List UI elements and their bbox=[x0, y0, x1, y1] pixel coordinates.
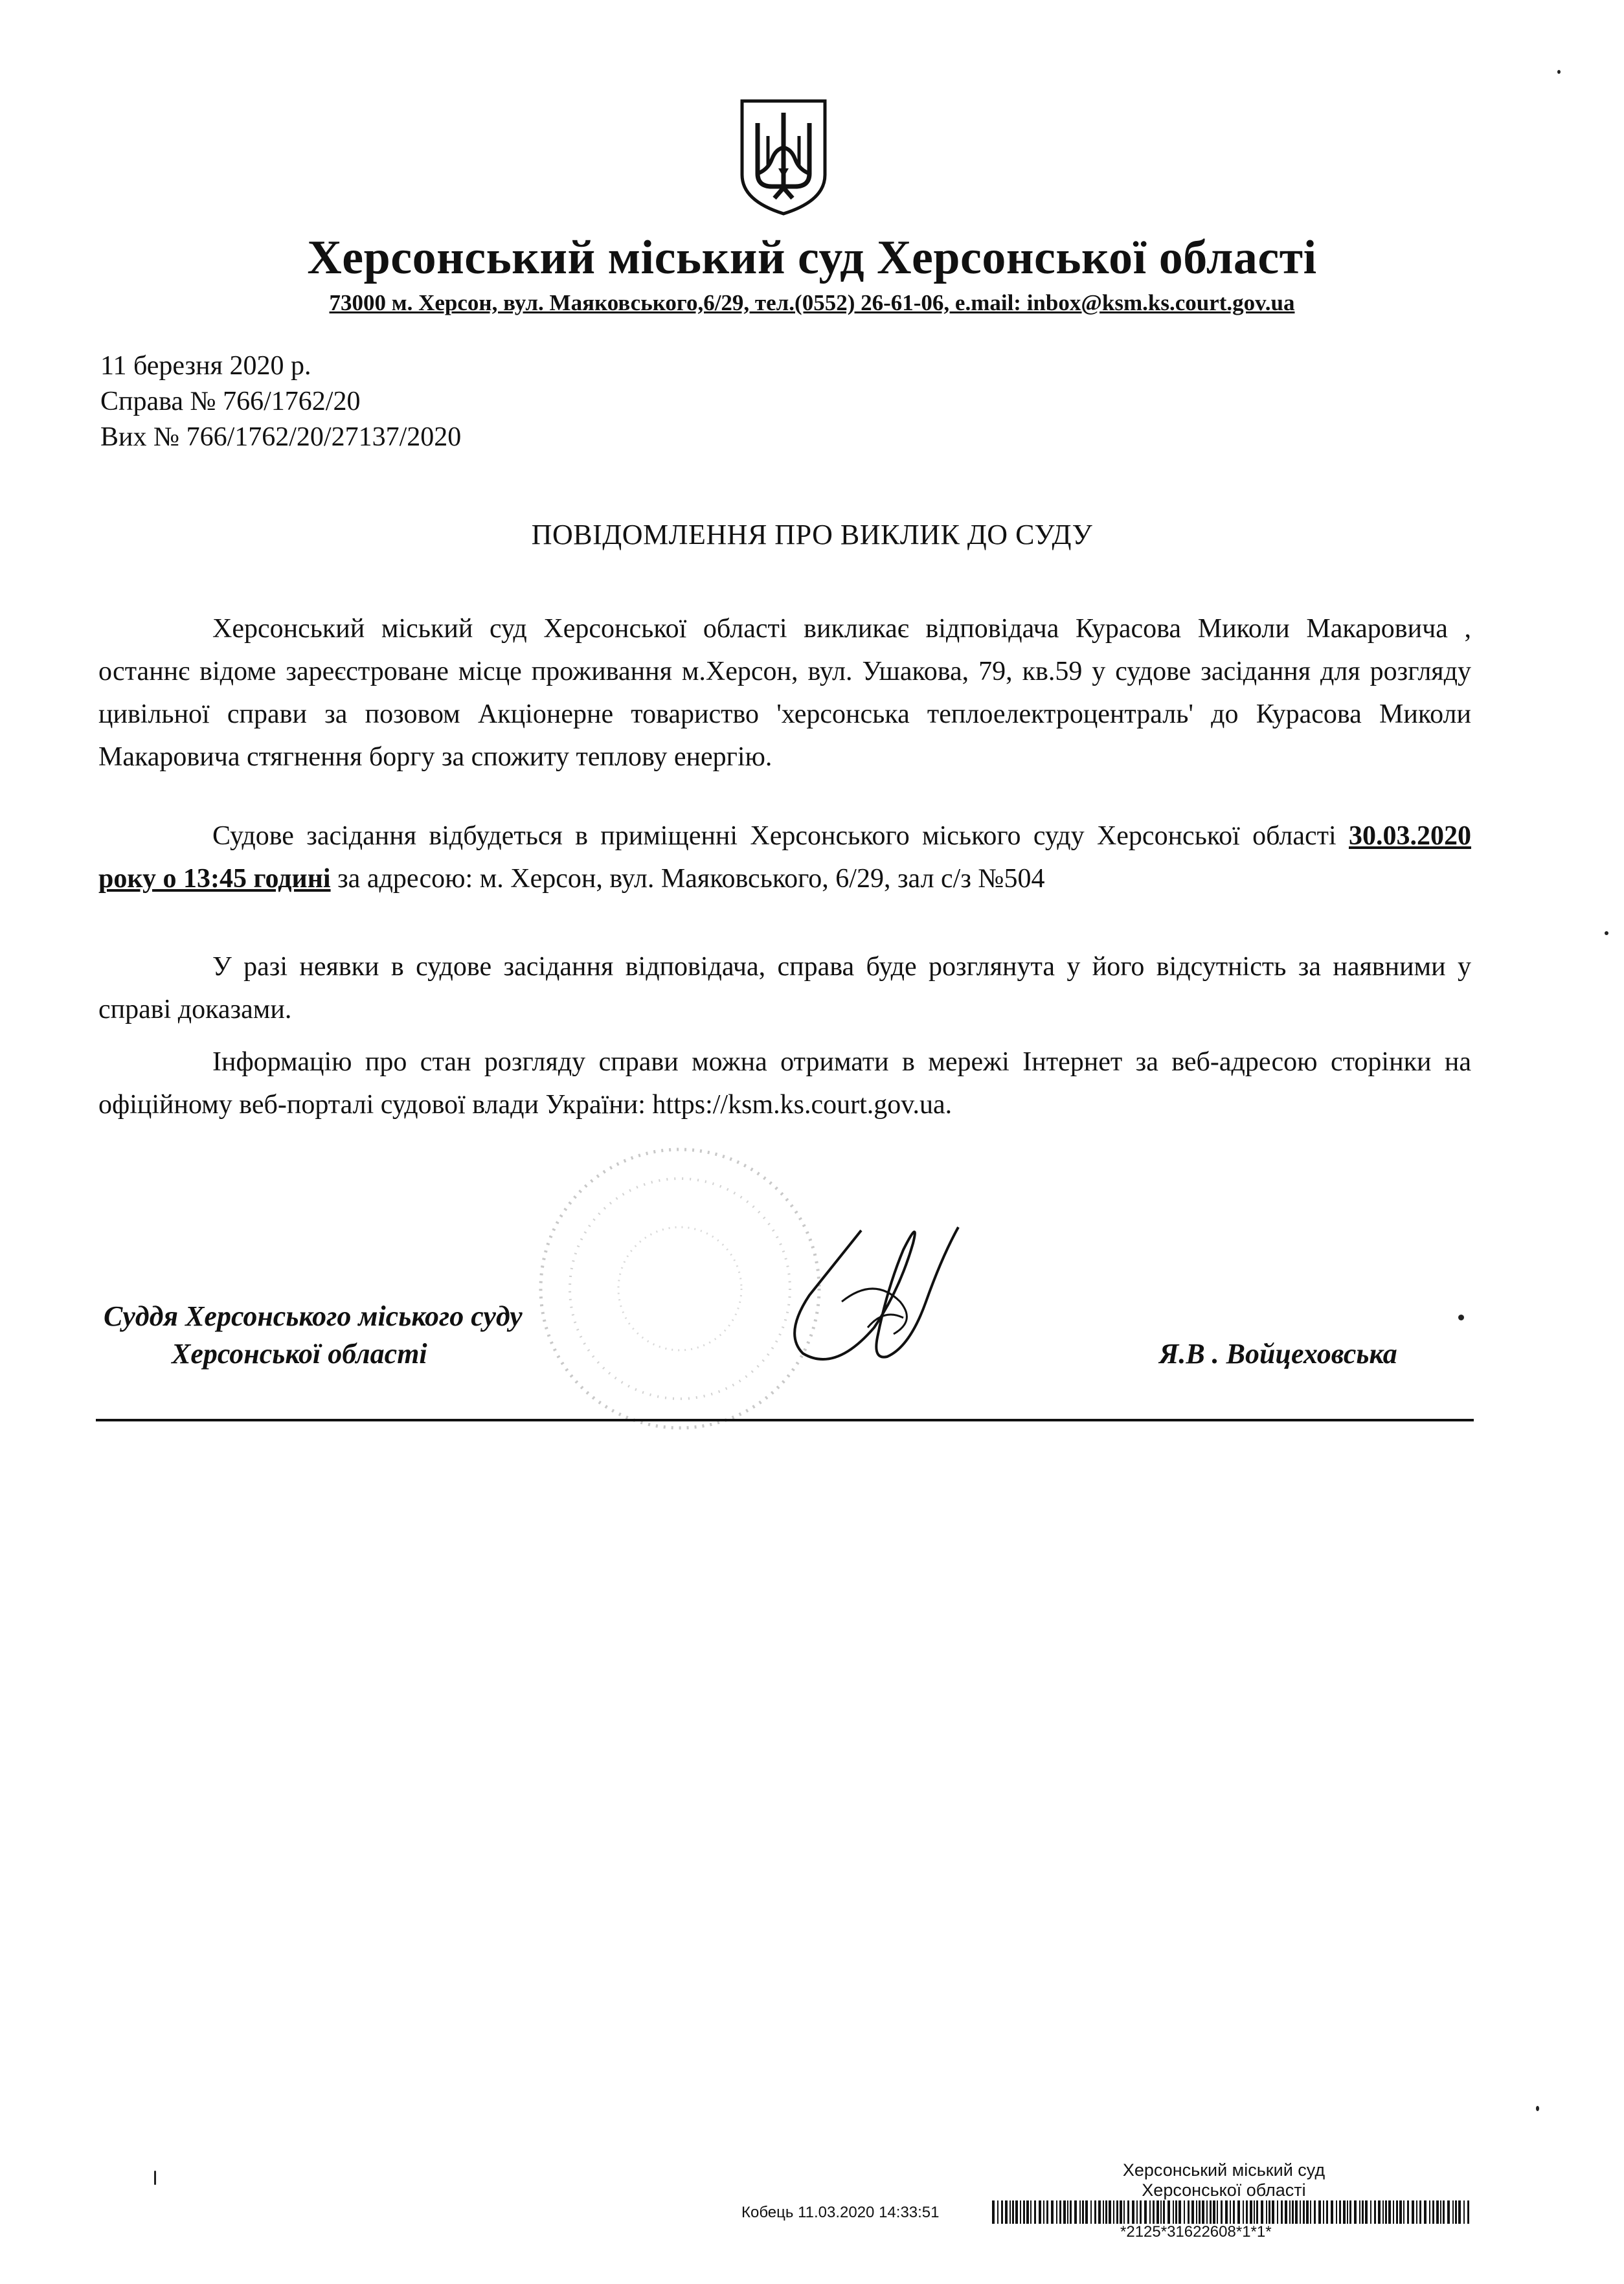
signature-icon bbox=[764, 1204, 978, 1386]
court-address: 73000 м. Херсон, вул. Маяковського,6/29, тел.(0552) 26-61-06, e.mail: inbox@ksm.ks.court.gov.ua bbox=[329, 290, 1295, 315]
barcode-number: *2125*31622608*1*1* bbox=[1120, 2223, 1272, 2241]
hearing-text-after: за адресою: м. Херсон, вул. Маяковського, 6/29, зал с/з №504 bbox=[330, 864, 1045, 894]
outgoing-number: Вих № 766/1762/20/27137/2020 bbox=[100, 422, 462, 452]
document-date: 11 березня 2020 р. bbox=[100, 351, 311, 381]
document-title: ПОВІДОМЛЕННЯ ПРО ВИКЛИК ДО СУДУ bbox=[531, 519, 1093, 550]
footer-court-line1: Херсонський міський суд bbox=[1122, 2160, 1325, 2180]
paragraph-summons: Херсонський міський суд Херсонської області викликає відповідача Курасова Миколи Макаровича , останнє відоме зареєстроване місце проживання м.Херсон, вул. Ушакова, 79, кв.59 у судове засідання для розгляду цивільної справи за позовом Акціонерне товариство 'херсонська теплоелектроцентраль' до Курасова Миколи Макаровича стягнення боргу за спожиту теплову енергію. bbox=[98, 614, 1471, 772]
registration-stamp: Кобець 11.03.2020 14:33:51 bbox=[741, 2204, 940, 2221]
signature-divider bbox=[96, 1419, 1474, 1421]
footer-court bbox=[1088, 2160, 1360, 2200]
coat-of-arms-icon bbox=[738, 97, 829, 217]
hearing-text-before: Судове засідання відбудеться в приміщенні Херсонського міського суду Херсонської області bbox=[212, 821, 1349, 851]
scan-speck bbox=[1536, 2106, 1539, 2111]
judge-title-line1: Суддя Херсонського міського суду bbox=[104, 1300, 523, 1332]
scan-speck bbox=[1458, 1315, 1464, 1320]
judge-title-line2: Херсонської області bbox=[172, 1338, 427, 1370]
paragraph-hearing-time bbox=[98, 815, 1471, 900]
paragraph-info: Інформацію про стан розгляду справи можна отримати в мережі Інтернет за веб-адресою сторінки на офіційному веб-порталі судової влади України: https://ksm.ks.court.gov.ua. bbox=[98, 1047, 1471, 1120]
paragraph-absence: У разі неявки в судове засідання відповідача, справа буде розглянута у його відсутність за наявними у справі доказами. bbox=[98, 952, 1471, 1024]
document-meta bbox=[100, 348, 461, 455]
scan-speck bbox=[1557, 70, 1561, 74]
footer-court-line2: Херсонської області bbox=[1142, 2180, 1306, 2200]
hearing-datetime: 30.03.2020 року о 13:45 годині bbox=[98, 821, 1471, 894]
judge-name: Я.В . Войцеховська bbox=[1159, 1338, 1397, 1370]
court-name: Херсонський міський суд Херсонської області bbox=[307, 231, 1317, 284]
scan-speck bbox=[154, 2171, 156, 2185]
barcode-icon bbox=[992, 2200, 1471, 2224]
case-number: Справа № 766/1762/20 bbox=[100, 387, 361, 416]
scan-speck bbox=[1605, 931, 1608, 935]
